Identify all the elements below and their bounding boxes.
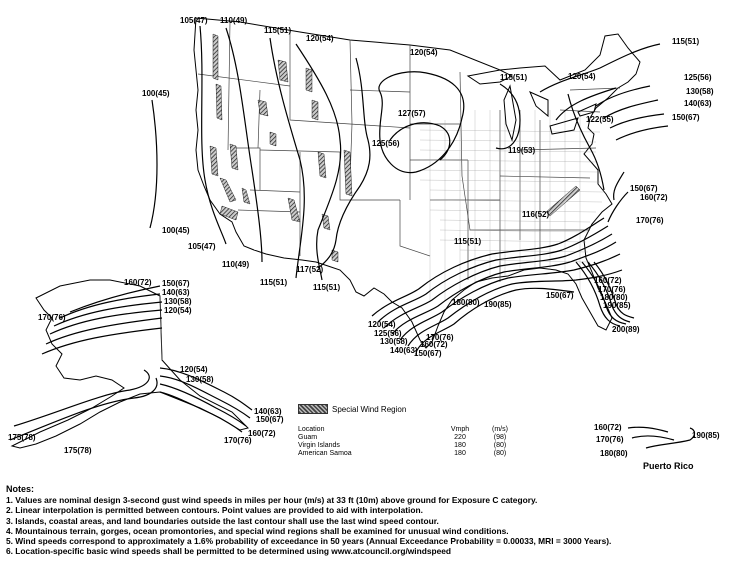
label-p170: 170(76) — [596, 435, 624, 444]
label-p180: 180(80) — [600, 449, 628, 458]
contours-alaska — [10, 286, 252, 440]
label-100-bot: 100(45) — [162, 226, 190, 235]
label-116: 116(52) — [522, 210, 550, 219]
row-location: American Samoa — [298, 450, 352, 457]
label-tx160: 160(72) — [420, 340, 448, 349]
label-tx170: 170(76) — [426, 333, 454, 342]
label-117: 117(52) — [296, 265, 324, 274]
label-fl180: 180(80) — [600, 293, 628, 302]
label-se160: 160(72) — [640, 193, 668, 202]
label-a160: 160(72) — [124, 278, 152, 287]
label-115-mid: 115(51) — [454, 237, 482, 246]
row-ms: (80) — [493, 450, 507, 457]
label-se170: 170(76) — [636, 216, 664, 225]
label-110-bot: 110(49) — [222, 260, 250, 269]
label-115-bot1: 115(51) — [260, 278, 288, 287]
row-ms: (98) — [493, 434, 507, 441]
table-row — [298, 442, 520, 450]
label-fl150: 150(67) — [546, 291, 574, 300]
label-a140: 140(63) — [162, 288, 190, 297]
special-region-label: Special Wind Region — [332, 404, 407, 414]
row-vmph: 180 — [454, 450, 466, 457]
label-a130b: 130(58) — [186, 375, 214, 384]
label-p160: 160(72) — [594, 423, 622, 432]
note-item: 1. Values are nominal design 3-second gust wind speeds in miles per hour (m/s) at 33 ft (10m) above ground for Exposure C category. — [6, 495, 538, 506]
label-115-top: 115(51) — [264, 26, 292, 35]
label-125-ne: 125(56) — [684, 73, 712, 82]
label-a150: 150(67) — [162, 279, 190, 288]
header-vmph: Vmph — [450, 426, 470, 433]
label-a130: 130(58) — [164, 297, 192, 306]
label-140-ne: 140(63) — [684, 99, 712, 108]
label-100-top: 100(45) — [142, 89, 170, 98]
label-119: 119(53) — [508, 146, 536, 155]
note-item: 2. Linear interpolation is permitted between contours. Point values are provided to aid with interpolation. — [6, 505, 423, 516]
label-115-ne: 115(51) — [672, 37, 700, 46]
label-fl160: 160(72) — [594, 276, 622, 285]
label-se150: 150(67) — [630, 184, 658, 193]
location-table-header — [298, 426, 520, 434]
label-a160b: 160(72) — [248, 429, 276, 438]
note-item: 5. Wind speeds correspond to approximately a 1.6% probability of exceedance in 50 years (Annual Exceedance Probability = 0.00033, MRI = 3000 Years). — [6, 536, 612, 547]
special-region-legend — [298, 404, 558, 414]
note-item: 4. Mountainous terrain, gorges, ocean promontories, and special wind regions shall be examined for unusual wind conditions. — [6, 525, 509, 536]
label-gc190: 190(85) — [484, 300, 512, 309]
label-150-ne: 150(67) — [672, 113, 700, 122]
label-fl190: 190(85) — [603, 301, 631, 310]
label-tx130: 130(58) — [380, 337, 408, 346]
header-ms: (m/s) — [492, 426, 508, 433]
special-region-swatch — [298, 404, 328, 414]
location-table — [298, 426, 520, 458]
contours-coastal — [372, 218, 634, 352]
label-a175b: 175(78) — [64, 446, 92, 455]
label-125-plains: 125(56) — [372, 139, 400, 148]
label-a120b: 120(54) — [180, 365, 208, 374]
label-tx125: 125(56) — [374, 329, 402, 338]
row-ms: (80) — [493, 442, 507, 449]
contour-labels-puerto-rico — [594, 423, 720, 458]
label-a170: 170(76) — [38, 313, 66, 322]
label-122: 122(55) — [586, 115, 614, 124]
label-130-ne: 130(58) — [686, 87, 714, 96]
label-fl170: 170(76) — [598, 285, 626, 294]
notes-section — [6, 484, 734, 556]
note-item: 3. Islands, coastal areas, and land boundaries outside the last contour shall use the last wind speed contour. — [6, 515, 439, 526]
label-a170b: 170(76) — [224, 436, 252, 445]
label-120-top: 120(54) — [306, 34, 334, 43]
label-a120: 120(54) — [164, 306, 192, 315]
puerto-rico-contours — [628, 427, 695, 448]
label-115-bot2: 115(51) — [313, 283, 341, 292]
label-115-gl: 115(51) — [500, 73, 528, 82]
label-a140b: 140(63) — [254, 407, 282, 416]
puerto-rico-label: Puerto Rico — [643, 461, 694, 471]
header-location: Location — [298, 426, 325, 433]
table-row — [298, 450, 520, 458]
label-120-ne: 120(54) — [568, 72, 596, 81]
label-a175a: 175(78) — [8, 433, 36, 442]
label-110-top: 110(49) — [220, 16, 248, 25]
table-row — [298, 434, 520, 442]
label-105-top: 105(47) — [180, 16, 208, 25]
label-p190: 190(85) — [692, 431, 720, 440]
label-127: 127(57) — [398, 109, 426, 118]
label-105-bot: 105(47) — [188, 242, 216, 251]
label-tx150: 150(67) — [414, 349, 442, 358]
label-tx120: 120(54) — [368, 320, 396, 329]
row-location: Virgin Islands — [298, 442, 340, 449]
row-vmph: 220 — [454, 434, 466, 441]
note-item: 6. Location-specific basic wind speeds shall be permitted to be determined using www.atcouncil.org/windspeed — [6, 546, 452, 557]
label-120-mid: 120(54) — [410, 48, 438, 57]
label-gc180: 180(80) — [452, 298, 480, 307]
row-vmph: 180 — [454, 442, 466, 449]
notes-title: Notes: — [6, 484, 35, 494]
label-a150b: 150(67) — [256, 415, 284, 424]
label-tx140: 140(63) — [390, 346, 418, 355]
label-fl200: 200(89) — [612, 325, 640, 334]
row-location: Guam — [298, 434, 318, 441]
